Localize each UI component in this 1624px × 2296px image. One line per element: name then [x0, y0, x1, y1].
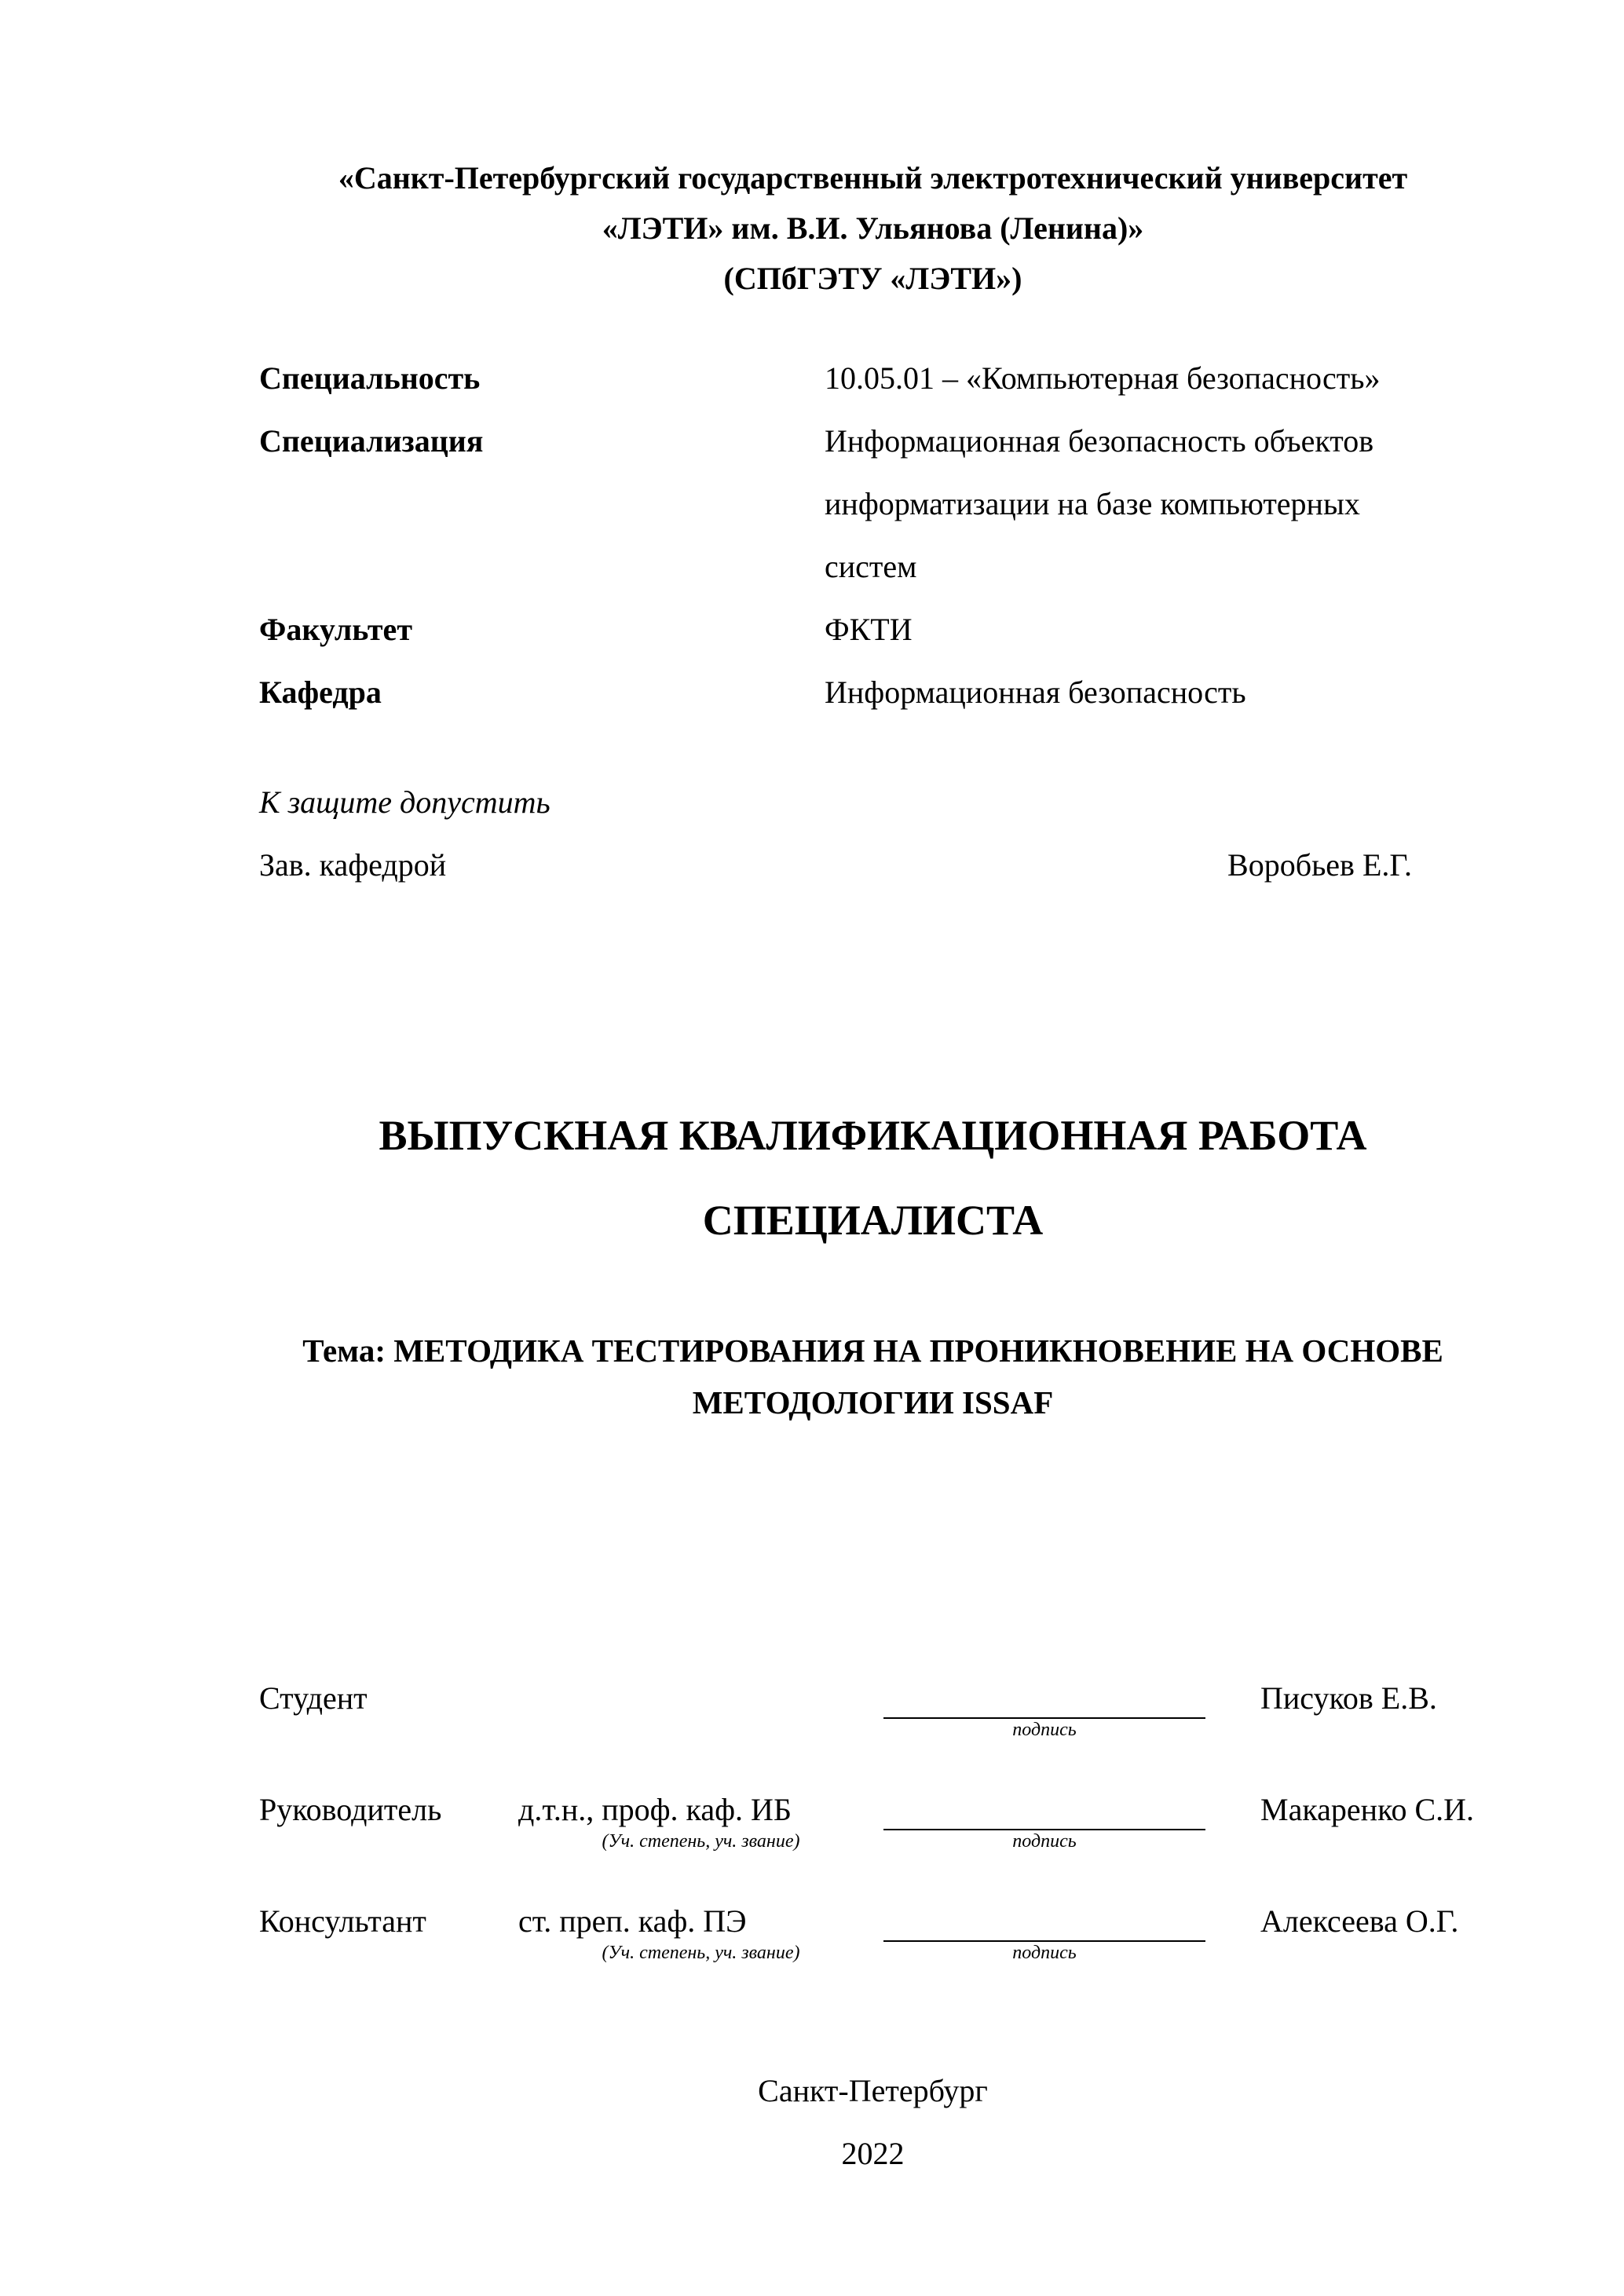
student-signature-line — [883, 1680, 1205, 1741]
university-name-line2: «ЛЭТИ» им. В.И. Ульянова (Ленина)» — [602, 210, 1144, 246]
topic-label: Тема: — [302, 1333, 386, 1369]
university-abbreviation: (СПбГЭТУ «ЛЭТИ») — [723, 261, 1022, 296]
info-row-specialty — [259, 347, 1487, 410]
consultant-degree-note: (Уч. степень, уч. звание) — [602, 1943, 800, 1964]
info-row-specialization — [259, 410, 1487, 598]
supervisor-degree — [518, 1791, 883, 1852]
consultant-role-label: Консультант — [259, 1903, 426, 1940]
topic-text: МЕТОДИКА ТЕСТИРОВАНИЯ НА ПРОНИКНОВЕНИЕ НА ОСНОВЕ МЕТОДОЛОГИИ ISSAF — [393, 1333, 1443, 1420]
specialty-label: Специальность — [259, 360, 481, 396]
supervisor-signature-note: подпись — [1012, 1831, 1077, 1852]
approval-name: Воробьев Е.Г. — [1227, 847, 1412, 883]
info-row-faculty — [259, 598, 1487, 661]
signature-row-supervisor — [259, 1791, 1487, 1852]
approval-role: Зав. кафедрой — [259, 847, 447, 883]
approval-block — [259, 771, 1487, 897]
supervisor-signature-line — [883, 1791, 1205, 1852]
specialization-value: Информационная безопасность объектов информатизации на базе компьютерных систем — [825, 423, 1374, 584]
approval-signature-line — [259, 834, 1487, 897]
thesis-topic — [259, 1325, 1487, 1428]
student-name: Писуков Е.В. — [1260, 1680, 1437, 1717]
thesis-title-line2: СПЕЦИАЛИСТА — [702, 1197, 1044, 1244]
faculty-value: ФКТИ — [825, 612, 913, 647]
university-header — [259, 153, 1487, 304]
footer-year: 2022 — [841, 2136, 905, 2172]
thesis-title — [259, 1093, 1487, 1263]
footer-city: Санкт-Петербург — [758, 2073, 988, 2109]
department-label: Кафедра — [259, 675, 382, 710]
signatures-block — [259, 1680, 1487, 1964]
thesis-title-line1: ВЫПУСКНАЯ КВАЛИФИКАЦИОННАЯ РАБОТА — [379, 1112, 1367, 1159]
signature-row-student — [259, 1680, 1487, 1741]
consultant-name: Алексеева О.Г. — [1260, 1903, 1459, 1940]
signature-row-consultant — [259, 1903, 1487, 1964]
consultant-signature-note: подпись — [1012, 1943, 1077, 1964]
specialization-label: Специализация — [259, 423, 484, 459]
supervisor-name: Макаренко С.И. — [1260, 1792, 1475, 1828]
faculty-label: Факультет — [259, 612, 412, 647]
supervisor-degree-text: д.т.н., проф. каф. ИБ — [518, 1792, 792, 1828]
university-name-line1: «Санкт-Петербургский государственный электротехнический университет — [338, 160, 1408, 196]
program-info-table — [259, 347, 1487, 724]
info-row-department — [259, 661, 1487, 724]
supervisor-role-label: Руководитель — [259, 1792, 442, 1828]
consultant-degree-text: ст. преп. каф. ПЭ — [518, 1903, 747, 1940]
consultant-signature-line — [883, 1903, 1205, 1964]
specialty-value: 10.05.01 – «Компьютерная безопасность» — [825, 360, 1381, 396]
approval-statement: К защите допустить — [259, 784, 550, 820]
department-value: Информационная безопасность — [825, 675, 1246, 710]
supervisor-degree-note: (Уч. степень, уч. звание) — [602, 1831, 800, 1852]
footer-block — [259, 2060, 1487, 2185]
student-role-label: Студент — [259, 1680, 368, 1717]
student-signature-note: подпись — [1012, 1720, 1077, 1741]
consultant-degree — [518, 1903, 883, 1964]
